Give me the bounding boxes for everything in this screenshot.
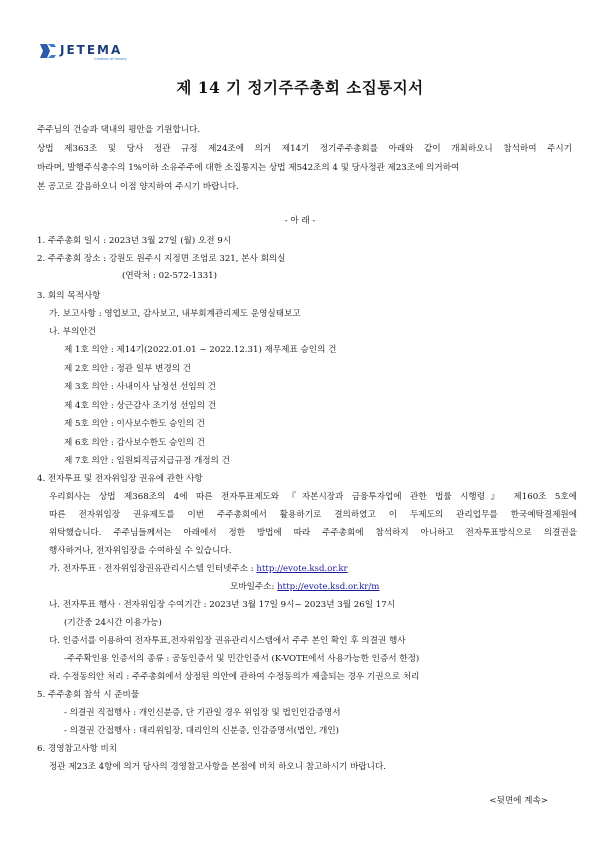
company-logo [40,44,127,61]
documents-proxy: - 의결권 간접행사 : 대리위임장, 대리인의 신분증, 인감증명서(법인, 개인) [64,726,339,736]
evote-paragraph-line: 따른 전자위임장 권유제도를 이번 주주총회에서 활용하기로 결의하였고 이 두제도의 관리업무를 한국예탁결제원에 [49,510,577,520]
agenda-item: 제 7호 의안 : 임원퇴직금지급규정 개정의 건 [64,456,230,466]
greeting-line: 본 공고로 갈음하오니 이점 양지하여 주시기 바랍니다. [37,182,239,192]
continued-note: <뒷면에 계속> [489,796,548,806]
reference-heading: 6. 경영참고사항 비치 [37,744,118,754]
reference-text: 정관 제23조 4항에 의거 당사의 경영참고사항을 본점에 비치 하오니 참고하시기 바랍니다. [49,762,387,772]
document-title: 제 14 기 정기주주총회 소집통지서 [176,78,424,97]
section-divider: - 아 래 - [284,216,316,226]
evote-url-link[interactable]: http://evote.ksd.or.kr [256,564,348,574]
greeting-line: 상법 제363조 및 당사 정관 규정 제24조에 의거 제14기 정기주주총회를 아래와 같이 개최하오니 참석하여 주시기 [37,144,572,154]
agenda-item: 제 5호 의안 : 이사보수한도 승인의 건 [64,419,205,429]
evote-period-note: (기간중 24시간 이용가능) [64,618,162,628]
evote-period: 나. 전자투표 행사 · 전자위임장 수여기간 : 2023년 3월 17일 9시~ 2023년 3월 26일 17시 [49,600,395,610]
evote-paragraph-line: 위탁했습니다. 주주님들께서는 아래에서 정한 방법에 따라 주주총회에 참석하지 아니하고 전자투표방식으로 의결권을 [49,528,577,538]
agenda-item: 제 6호 의안 : 감사보수한도 승인의 건 [64,438,205,448]
greeting-line: 바라며, 발행주식총수의 1%이하 소유주주에 대한 소집통지는 상법 제542조의 4 및 당사정관 제23조에 의거하여 [37,163,460,173]
logo-wordmark: JETEMA [60,43,123,57]
evote-paragraph-line: 행사하거나, 전자위임장을 수여하실 수 있습니다. [49,546,232,556]
auth-method: 다. 인증서를 이용하여 전자투표,전자위임장 권유관리시스템에서 주주 본인 확인 후 의결권 행사 [49,636,406,646]
report-items: 가. 보고사항 : 영업보고, 감사보고, 내부회계관리제도 운영실태보고 [49,309,301,319]
greeting-line: 주주님의 건승과 댁내의 평안을 기원합니다. [37,125,201,135]
agenda-heading: 나. 부의안건 [49,327,96,337]
agenda-item: 제 4호 의안 : 상근감사 조기성 선임의 건 [64,401,217,411]
contact-phone: (연락처 : 02-572-1331) [122,271,217,281]
evote-system-label: 가. 전자투표 · 전자위임장권유관리시스템 인터넷주소 : [49,564,257,574]
logo-tagline: Creators of beauty [94,57,127,61]
evote-mobile-line [230,582,379,593]
agenda-item: 제 1호 의안 : 제14기(2022.01.01 ~ 2022.12.31) 재무제표 승인의 건 [64,345,337,355]
evote-system-line [49,564,348,575]
evote-paragraph-line: 우리회사는 상법 제368조의 4에 따른 전자투표제도와 『자본시장과 금융투자업에 관한 법률 시행령』 제160조 5호에 [49,492,577,502]
agenda-item: 제 2호 의안 : 정관 일부 변경의 건 [64,364,192,374]
amendment-handling: 라. 수정동의안 처리 : 주주총회에서 상정된 의안에 관하여 수정동의가 제출되는 경우 기권으로 처리 [49,672,420,682]
documents-heading: 5. 주주총회 참석 시 준비물 [37,690,140,700]
auth-cert-types: -주주확인용 인증서의 종류 : 공동인증서 및 민간인증서 (K-VOTE에서 사용가능한 인증서 한정) [64,654,420,664]
mobile-url-label: 모바일주소: [230,582,278,592]
jetema-logo-icon [40,44,56,58]
purpose-heading: 3. 회의 목적사항 [37,291,101,301]
meeting-date: 1. 주주총회 일시 : 2023년 3월 27일 (월) 오전 9시 [37,236,232,246]
documents-direct: - 의결권 직접행사 : 개인신분증, 단 기관일 경우 위임장 및 법인인감증명서 [64,708,341,718]
agenda-item: 제 3호 의안 : 사내이사 남정선 선임의 건 [64,382,217,392]
evote-heading: 4. 전자투표 및 전자위임장 권유에 관한 사항 [37,474,203,484]
meeting-place: 2. 주주총회 장소 : 강원도 원주시 지정면 조엄로 321, 본사 회의실 [37,254,286,264]
mobile-url-link[interactable]: http://evote.ksd.or.kr/m [277,582,380,592]
